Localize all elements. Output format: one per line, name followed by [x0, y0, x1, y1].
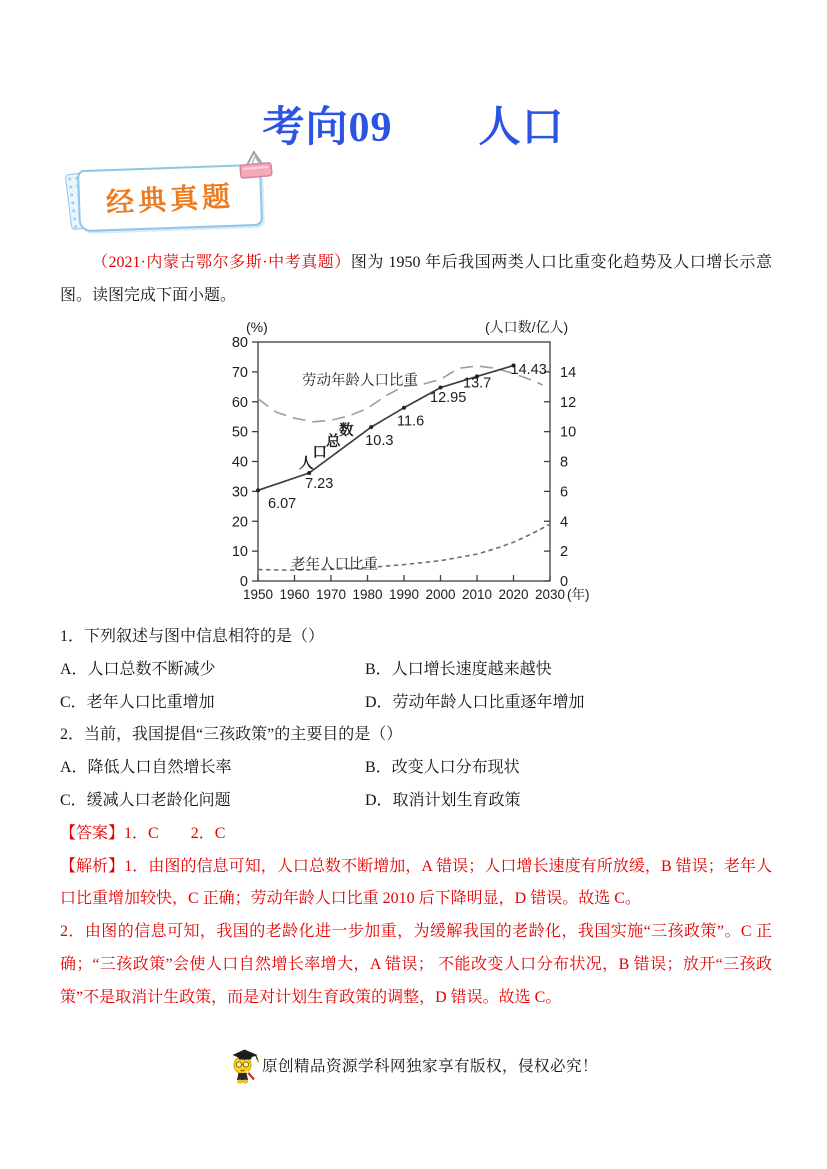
svg-text:(%): (%)	[246, 319, 268, 335]
question-2-stem: 2．当前，我国提倡“三孩政策”的主要目的是（）	[60, 726, 403, 744]
svg-text:12.95: 12.95	[430, 390, 467, 407]
analysis-label: 【解析】	[60, 857, 125, 875]
answer-line	[60, 818, 772, 851]
svg-text:80: 80	[231, 335, 248, 351]
q1-option-d: D．劳动年龄人口比重逐年增加	[365, 693, 585, 711]
question-source: （2021·内蒙古鄂尔多斯·中考真题）	[92, 254, 351, 271]
answer-label: 【答案】	[60, 824, 125, 842]
svg-text:20: 20	[231, 514, 248, 531]
svg-text:6.07: 6.07	[268, 495, 297, 512]
page-title: 考向09 人口	[262, 105, 565, 151]
svg-text:数: 数	[339, 423, 354, 439]
svg-text:老年人口比重: 老年人口比重	[291, 557, 378, 573]
svg-text:0: 0	[560, 574, 569, 590]
analysis-text-1: 1．由图的信息可知，人口总数不断增加，A 错误；人口增长速度有所放缓，B 错误；老年人口比重增加较快，C 正确；劳动年龄人口比重 2010 后下降明显，D 错误。故选 C。	[60, 857, 772, 908]
question-2-options-row-ab	[60, 752, 772, 785]
badge-label: 经典真题	[105, 181, 235, 220]
svg-text:(年): (年)	[567, 587, 590, 602]
svg-text:6: 6	[560, 484, 569, 501]
xkw-mascot-icon	[229, 1046, 260, 1084]
svg-text:1950: 1950	[242, 587, 274, 602]
intro-text: 图为 1950 年后我国两类人口比重变化趋势及人口增长示意图。读图完成下面小题。	[60, 254, 772, 304]
svg-text:10.3: 10.3	[365, 433, 394, 450]
svg-text:14.43: 14.43	[510, 362, 547, 378]
answer-text: 1．C 2．C	[124, 824, 226, 842]
svg-text:0: 0	[239, 574, 248, 590]
q2-option-c: C．缓减人口老龄化问题	[60, 791, 231, 809]
question-block	[60, 621, 772, 1015]
svg-text:2000: 2000	[425, 587, 456, 602]
question-2-options-row-cd	[60, 785, 772, 818]
svg-text:13.7: 13.7	[463, 375, 492, 392]
svg-text:10: 10	[231, 544, 248, 561]
analysis-paragraph-1	[60, 851, 772, 917]
q2-option-d: D．取消计划生育政策	[365, 791, 521, 809]
svg-text:11.6: 11.6	[397, 413, 425, 430]
q1-option-a: A．人口总数不断减少	[60, 660, 216, 678]
copyright-text: 原创精品资源学科网独家享有版权，侵权必究！	[261, 1058, 599, 1075]
svg-text:70: 70	[231, 364, 248, 381]
q2-option-b: B．改变人口分布现状	[365, 759, 520, 777]
svg-text:口: 口	[312, 445, 327, 461]
svg-text:2: 2	[560, 544, 569, 561]
svg-text:7.23: 7.23	[305, 476, 334, 492]
analysis-paragraph-2: 2．由图的信息可知，我国的老龄化进一步加重，为缓解我国的老龄化，我国实施“三孩政策”。C 正确；“三孩政策”会使人口自然增长率增大，A 错误； 不能改变人口分布状况，B 错误；放开“三孩政策”不是取消计生政策，而是对计划生育政策的调整，D 错误。故选 C。	[60, 923, 772, 1006]
population-growth-chart	[198, 318, 618, 610]
q2-option-a: A．降低人口自然增长率	[60, 759, 232, 777]
svg-text:12: 12	[560, 394, 577, 411]
q1-option-b: B．人口增长速度越来越快	[365, 660, 552, 678]
svg-text:4: 4	[560, 514, 569, 531]
svg-text:8: 8	[560, 454, 569, 471]
svg-text:10: 10	[560, 424, 577, 441]
svg-text:1970: 1970	[315, 587, 347, 602]
svg-text:2010: 2010	[461, 587, 493, 602]
svg-text:60: 60	[231, 394, 248, 411]
question-1-options-row-ab	[60, 654, 772, 687]
svg-text:劳动年龄人口比重: 劳动年龄人口比重	[302, 373, 418, 389]
svg-text:30: 30	[231, 484, 248, 501]
svg-text:(人口数/亿人): (人口数/亿人)	[485, 319, 569, 335]
svg-text:总: 总	[326, 434, 341, 450]
svg-text:人: 人	[299, 456, 314, 472]
question-1-options-row-cd	[60, 687, 772, 720]
svg-text:2030: 2030	[534, 587, 566, 602]
svg-text:1990: 1990	[388, 587, 420, 602]
copyright-footer	[229, 1046, 598, 1084]
svg-text:50: 50	[231, 424, 248, 441]
svg-text:1960: 1960	[279, 587, 310, 602]
svg-text:40: 40	[231, 454, 248, 471]
classic-questions-badge	[72, 163, 282, 235]
q1-option-c: C．老年人口比重增加	[60, 693, 215, 711]
intro-paragraph	[60, 246, 772, 312]
binder-clip-icon	[231, 147, 280, 183]
svg-text:2020: 2020	[498, 587, 529, 602]
svg-text:14: 14	[560, 364, 577, 381]
svg-text:1980: 1980	[352, 587, 383, 602]
question-1-stem: 1．下列叙述与图中信息相符的是（）	[60, 628, 325, 645]
